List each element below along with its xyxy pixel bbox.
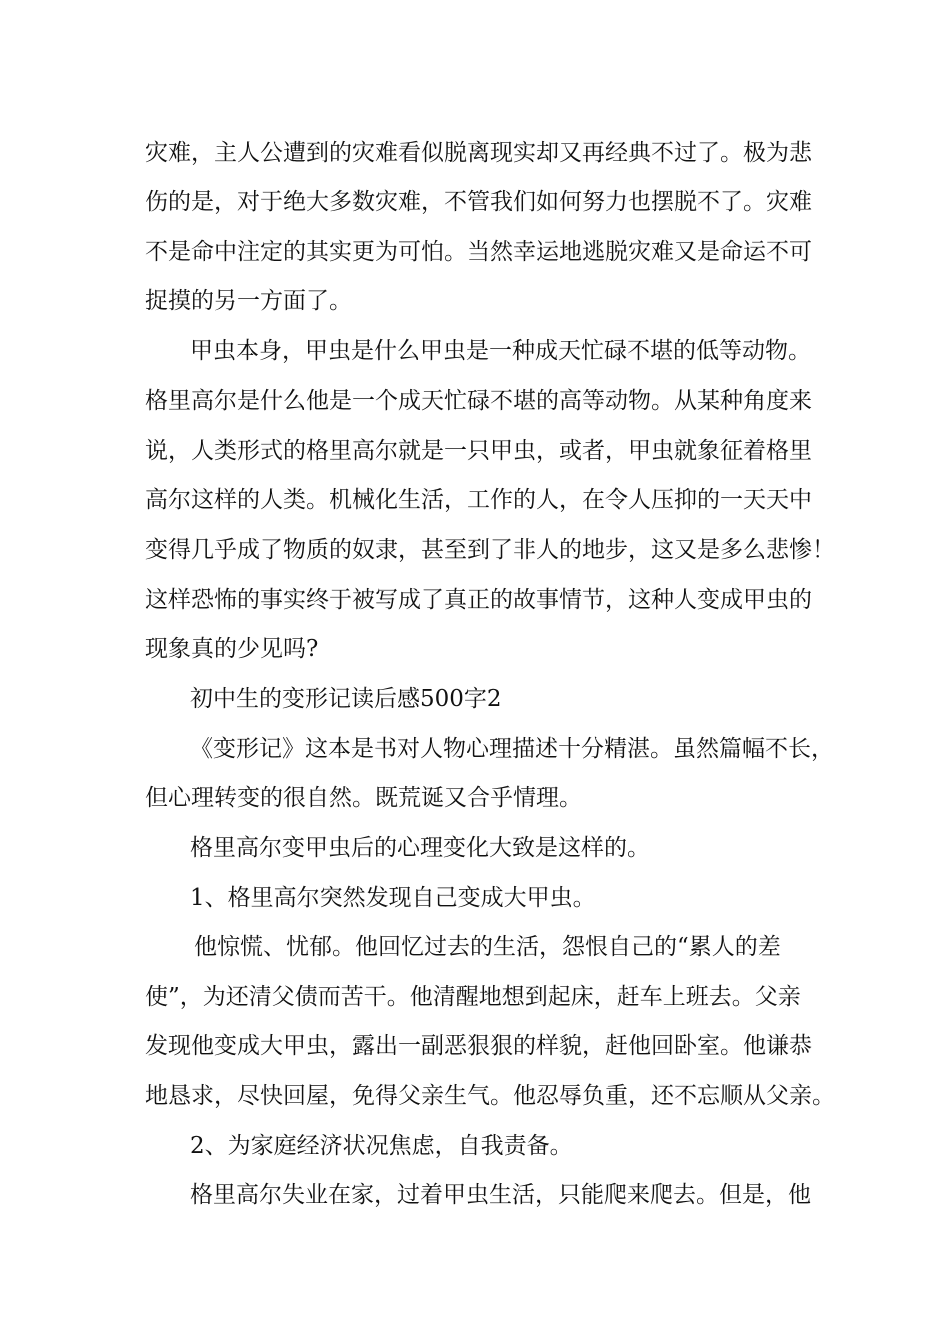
text-line: 捉摸的另一方面了。 [145,288,352,314]
paragraph-start-line: 格里高尔失业在家，过着甲虫生活，只能爬来爬去。但是，他 [190,1182,811,1208]
paragraph-start-line: 《变形记》这本是书对人物心理描述十分精湛。虽然篇幅不长， [190,736,834,762]
section-heading: 初中生的变形记读后感500字2 [190,686,502,712]
list-item-heading: 2、为家庭经济状况焦虑，自我责备。 [190,1133,573,1159]
paragraph-start-line: 甲虫本身，甲虫是什么甲虫是一种成天忙碌不堪的低等动物。 [190,338,811,364]
text-line: 格里高尔是什么他是一个成天忙碌不堪的高等动物。从某种角度来 [145,388,812,414]
text-line: 现象真的少见吗? [145,636,319,662]
text-line: 高尔这样的人类。机械化生活，工作的人，在令人压抑的一天天中 [145,487,812,513]
text-line: 灾难，主人公遭到的灾难看似脱离现实却又再经典不过了。极为悲 [145,140,812,166]
list-item-heading: 1、格里高尔突然发现自己变成大甲虫。 [190,885,596,911]
text-line: 地恳求，尽快回屋，免得父亲生气。他忍辱负重，还不忘顺从父亲。 [145,1083,835,1109]
text-line: 但心理转变的很自然。既荒诞又合乎情理。 [145,785,582,811]
text-line: 发现他变成大甲虫，露出一副恶狠狠的样貌，赶他回卧室。他谦恭 [145,1033,812,1059]
text-line: 变得几乎成了物质的奴隶，甚至到了非人的地步，这又是多么悲惨！ [145,537,835,563]
text-line: 这样恐怖的事实终于被写成了真正的故事情节，这种人变成甲虫的 [145,587,812,613]
text-line: 使”，为还清父债而苦干。他清醒地想到起床，赶车上班去。父亲 [145,984,801,1010]
text-line: 不是命中注定的其实更为可怕。当然幸运地逃脱灾难又是命运不可 [145,239,812,265]
paragraph-start-line: 格里高尔变甲虫后的心理变化大致是这样的。 [190,835,650,861]
text-line: 说，人类形式的格里高尔就是一只甲虫，或者，甲虫就象征着格里 [145,438,812,464]
paragraph-start-line: 他惊慌、忧郁。他回忆过去的生活，怨恨自己的“累人的差 [194,934,781,960]
text-line: 伤的是，对于绝大多数灾难，不管我们如何努力也摆脱不了。灾难 [145,189,812,215]
